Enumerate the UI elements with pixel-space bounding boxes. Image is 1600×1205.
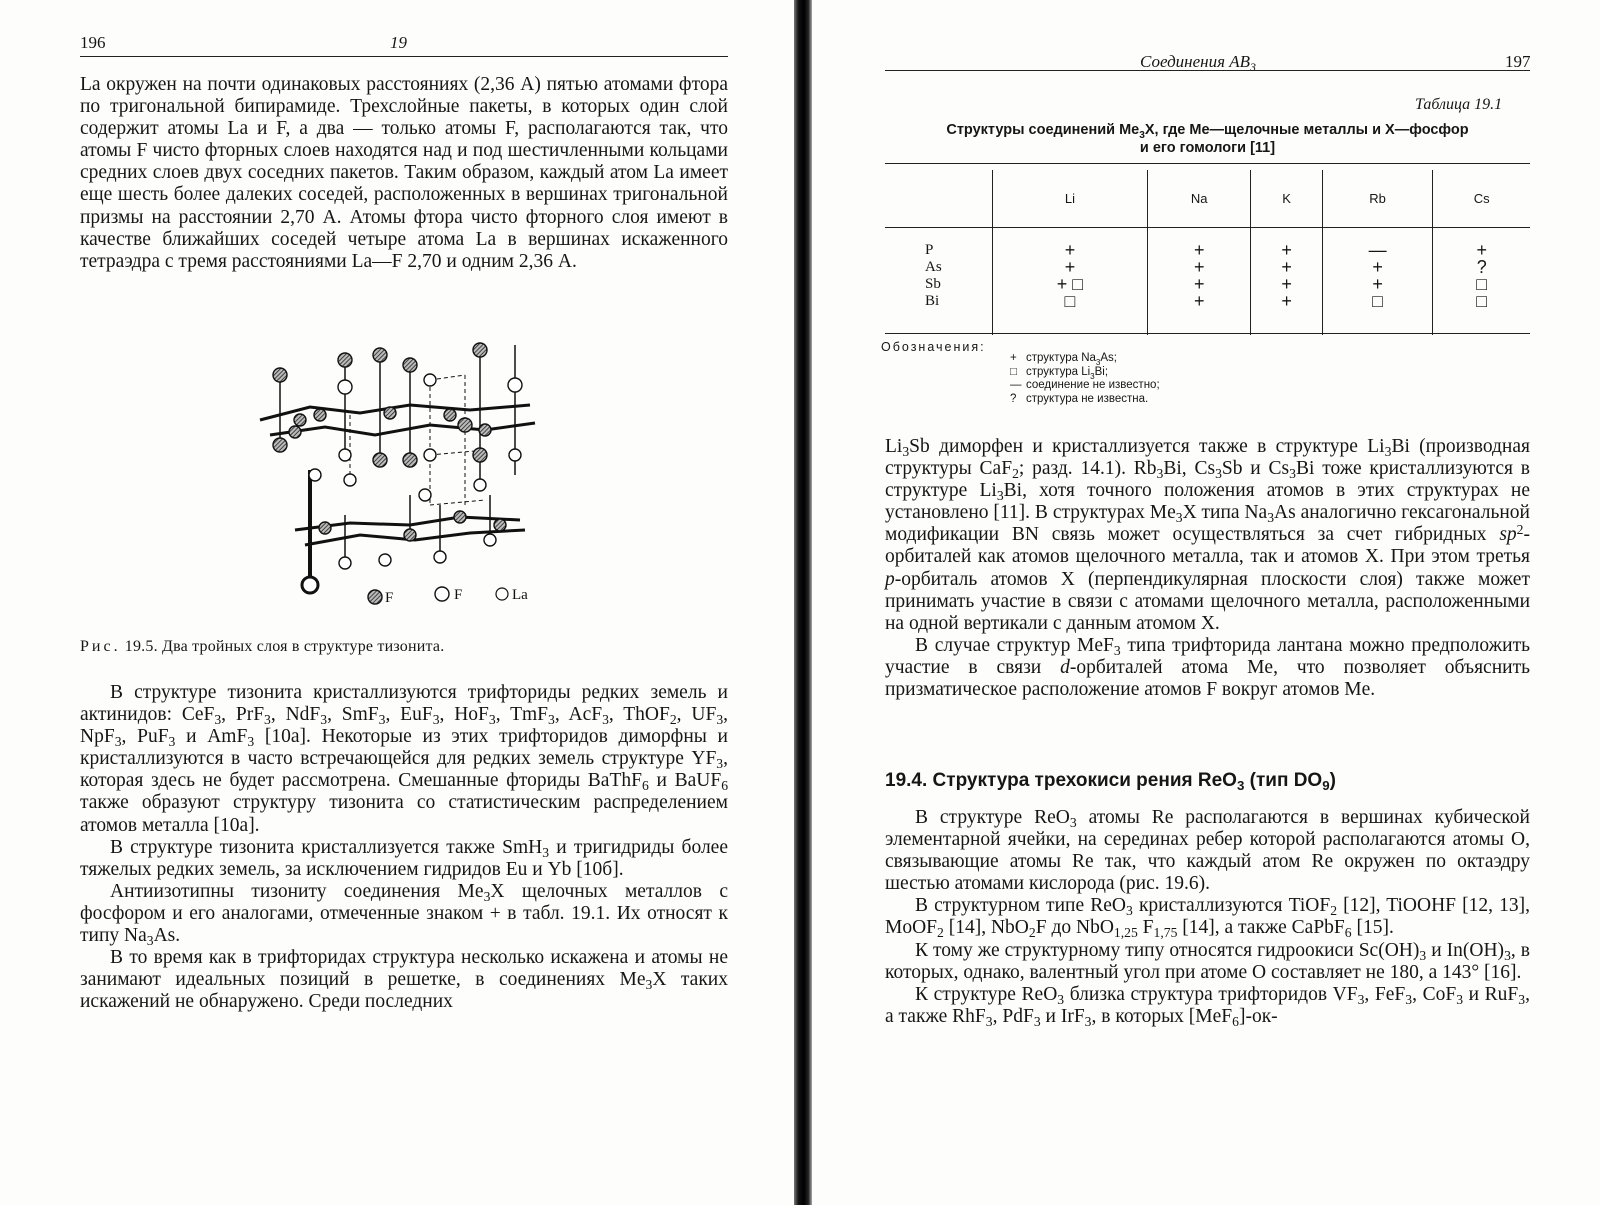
left-paragraph-3: В структуре тизонита кристаллизуется также SmH$_3$ и тригидриды более тяжелых редких земель, за исключением гидридов Eu и Yb [10б]. bbox=[80, 836, 728, 880]
left-paragraph-1: La окружен на почти одинаковых расстояниях (2,36 А) пятью атомами фтора по тригональной бипирамиде. Трехслойные пакеты, в которых один слой содержит атомы La и F, а два — только атомы F, располагаются так, что атомы F чисто фторных слоев находятся над и под шестичленными кольцами средних слоев двух соседних пакетов. Таким образом, каждый атом La имеет еще шесть более далеких соседей, расположенных в вершинах тригональной призмы на расстоянии 2,70 А. Атомы фтора чисто фторного слоя имеют в качестве ближайших соседей четыре атома La в вершинах искаженного тетраэдра с тремя расстояниями La—F 2,70 и одним 2,36 А. bbox=[80, 74, 728, 272]
structure-symbol: + bbox=[1193, 257, 1205, 277]
left-body-text bbox=[80, 682, 728, 1013]
table-bottom-rule bbox=[885, 333, 1530, 334]
structure-table bbox=[885, 170, 1530, 335]
cell-cs bbox=[1433, 228, 1530, 336]
legend-symbol: ? bbox=[1010, 392, 1017, 405]
structure-symbol: + bbox=[1281, 274, 1292, 294]
tysonite-structure-figure bbox=[250, 335, 550, 615]
right-paragraph-1: $Li_3Sb$ диморфен и кристаллизуется также в структуре $Li_3Bi$ (производная структуры CaF$_2$; разд. 14.1). $Rb_3Bi$, $Cs_3Sb$ и $Cs_3Bi$ тоже кристаллизуются в структуре $Li_3Bi$, хотя точного положения атомов в этих структурах не установлено [11]. В структурах $Me_3X$ типа $Na_3As$ аналогично гексагональной модификации BN связь может осуществляться за счет гибридных $sp^2$-орбиталей как атомов щелочного металла, так и атомов X. При этом третья p-орбиталь атомов X (перпендикулярная плоскости слоя) также может принимать участие в связи с атомами щелочного металла, расположенными на одной вертикали с данным атомом X. bbox=[885, 436, 1531, 634]
right-body-text-1 bbox=[885, 436, 1530, 701]
left-paragraph-5: В то время как в трифторидах структура несколько искажена и атомы не занимают идеальных позиций в решетке, в соединениях $Me_3X$ таких искажений не обнаружено. Среди последних bbox=[80, 947, 728, 1013]
structure-symbol: ? bbox=[1476, 257, 1487, 277]
page-number-left: 196 bbox=[80, 33, 106, 52]
structure-symbol: + bbox=[1064, 257, 1076, 277]
structure-symbol: — bbox=[1368, 240, 1387, 260]
left-page bbox=[0, 0, 790, 1205]
right-body-text-2 bbox=[885, 807, 1530, 1028]
legend-text: структура $Li_3Bi$; bbox=[1026, 365, 1109, 381]
structure-symbol: □ bbox=[1372, 291, 1384, 311]
element-label: P bbox=[925, 242, 934, 258]
left-paragraph-4: Антиизотипны тизониту соединения $Me_3X$ щелочных металлов с фосфором и его аналогами, отмеченные знаком + в табл. 19.1. Их относят к типу $Na_3As$. bbox=[80, 880, 728, 949]
legend-text: соединение не известно; bbox=[1026, 379, 1160, 391]
structure-symbol: + bbox=[1281, 257, 1292, 277]
right-paragraph-2: В случае структур MeF$_3$ типа трифторида лантана можно предположить участие в связи d-орбиталей атома Me, что позволяет объяснить призматическое расположение атомов F вокруг атомов Me. bbox=[885, 634, 1530, 701]
legend-f-hatched: F bbox=[385, 590, 394, 606]
legend-symbol: + bbox=[1010, 352, 1017, 364]
header-rule-right bbox=[885, 70, 1530, 71]
element-label: Bi bbox=[925, 293, 940, 309]
structure-symbol: + □ bbox=[1056, 274, 1084, 294]
structure-symbol: + bbox=[1064, 240, 1076, 260]
table-top-rule bbox=[885, 163, 1530, 164]
chapter-number: 19 bbox=[390, 33, 407, 52]
cell-k bbox=[1251, 228, 1322, 336]
legend-symbol: □ bbox=[1010, 365, 1017, 378]
right-paragraph-6: К структуре ReO$_3$ близка структура трифторидов $VF_3$, FeF$_3$, CoF$_3$ и RuF$_3$, а также RhF$_3$, PdF$_3$ и IrF$_3$, в которых [MeF$_6$]-ок- bbox=[885, 983, 1530, 1029]
table-legend bbox=[1010, 352, 1160, 406]
legend-text: структура $Na_3As$; bbox=[1026, 352, 1118, 367]
structure-symbol: + bbox=[1193, 291, 1205, 311]
left-paragraph-2: В структуре тизонита кристаллизуются трифториды редких земель и актинидов: CeF$_3$, PrF$_3$, NdF$_3$, SmF$_3$, EuF$_3$, HoF$_3$, TmF$_3$, AcF$_3$, ThOF$_2$, $UF_3$, NpF$_3$, PuF$_3$ и AmF$_3$ [10а]. Некоторые из этих трифторидов диморфны и кристаллизуются в часто встречающейся для редких земель структуре $YF_3$, которая здесь не будет рассмотрена. Смешанные фториды BaThF$_6$ и BaUF$_6$ также образуют структуру тизонита со статистическим распределением атомов металла [10а]. bbox=[80, 682, 729, 836]
structure-symbol: + bbox=[1372, 257, 1383, 277]
structure-symbol: + bbox=[1476, 240, 1487, 260]
cell-rb bbox=[1322, 228, 1433, 336]
legend-item bbox=[1010, 352, 1160, 366]
right-page bbox=[815, 0, 1600, 1205]
legend-item bbox=[1010, 366, 1160, 380]
column-header-li: Li bbox=[993, 170, 1148, 228]
legend-symbol: — bbox=[1010, 379, 1022, 391]
legend-f-open-icon bbox=[435, 587, 449, 601]
element-label: As bbox=[925, 259, 942, 275]
right-paragraph-4: В структурном типе ReO$_3$ кристаллизуются TiOF$_2$ [12], TiOOHF [12, 13], MoOF$_2$ [14], NbO$_2$F до NbO$_{1,25}$ $F_{1,75}$ [14], а также CaPbF$_6$ [15]. bbox=[885, 895, 1531, 941]
legend-f-hatched-icon bbox=[368, 590, 382, 604]
figure-caption bbox=[80, 638, 444, 656]
column-header-na: Na bbox=[1147, 170, 1250, 228]
column-header-k: K bbox=[1251, 170, 1322, 228]
legend-item bbox=[1010, 379, 1160, 393]
structure-symbol: □ bbox=[1476, 274, 1488, 294]
right-paragraph-5: К тому же структурному типу относятся гидроокиси $Sc(OH)_3$ и $In(OH)_3$, в которых, однако, валентный угол при атоме O составляет не 180, а 143° [16]. bbox=[885, 939, 1530, 983]
legend-la-icon bbox=[496, 588, 508, 600]
legend-item bbox=[1010, 393, 1160, 407]
element-list bbox=[885, 228, 993, 336]
legend-f-open: F bbox=[454, 587, 463, 603]
cell-li bbox=[993, 228, 1148, 336]
structure-symbol: + bbox=[1281, 240, 1292, 260]
header-rule-left bbox=[80, 56, 728, 57]
element-label: Sb bbox=[925, 276, 941, 292]
table-body-row bbox=[885, 228, 1530, 336]
legend-heading: Обозначения: bbox=[881, 340, 986, 354]
legend-la: La bbox=[512, 587, 528, 603]
column-header-rb: Rb bbox=[1322, 170, 1433, 228]
caption-text: 19.5. Два тройных слоя в структуре тизонита. bbox=[124, 638, 445, 655]
book-spine bbox=[794, 0, 812, 1205]
column-header-blank bbox=[885, 170, 993, 228]
structure-symbol: □ bbox=[1064, 291, 1076, 311]
right-paragraph-3: В структуре ReO$_3$ атомы Re располагаются в вершинах кубической элементарной ячейки, на серединах ребер которой располагаются атомы O, связывающие атомы Re так, что каждый атом Re окружен по октаэдру шестью атомами кислорода (рис. 19.6). bbox=[885, 807, 1530, 895]
page-number-right: 197 bbox=[1505, 52, 1531, 71]
section-heading: 19.4. Структура трехокиси рения ReO$_3$ (тип $DO_9$) bbox=[885, 770, 1336, 793]
table-header-row bbox=[885, 170, 1530, 228]
structure-symbol: + bbox=[1193, 274, 1205, 294]
running-title: Соединения $AB_3$ bbox=[1140, 52, 1256, 74]
column-header-cs: Cs bbox=[1433, 170, 1530, 228]
table-label: Таблица 19.1 bbox=[1415, 96, 1503, 113]
structure-symbol: + bbox=[1193, 240, 1205, 260]
structure-symbol: + bbox=[1281, 291, 1292, 311]
cell-na bbox=[1147, 228, 1250, 336]
table-title: Структуры соединений $Me_3X$, где Me—щелочные металлы и X—фосфор и его гомологи [11] bbox=[946, 122, 1469, 156]
caption-label: Рис. bbox=[80, 638, 121, 655]
structure-symbol: □ bbox=[1476, 291, 1488, 311]
structure-symbol: + bbox=[1372, 274, 1383, 294]
legend-text: структура не известна. bbox=[1026, 392, 1149, 405]
